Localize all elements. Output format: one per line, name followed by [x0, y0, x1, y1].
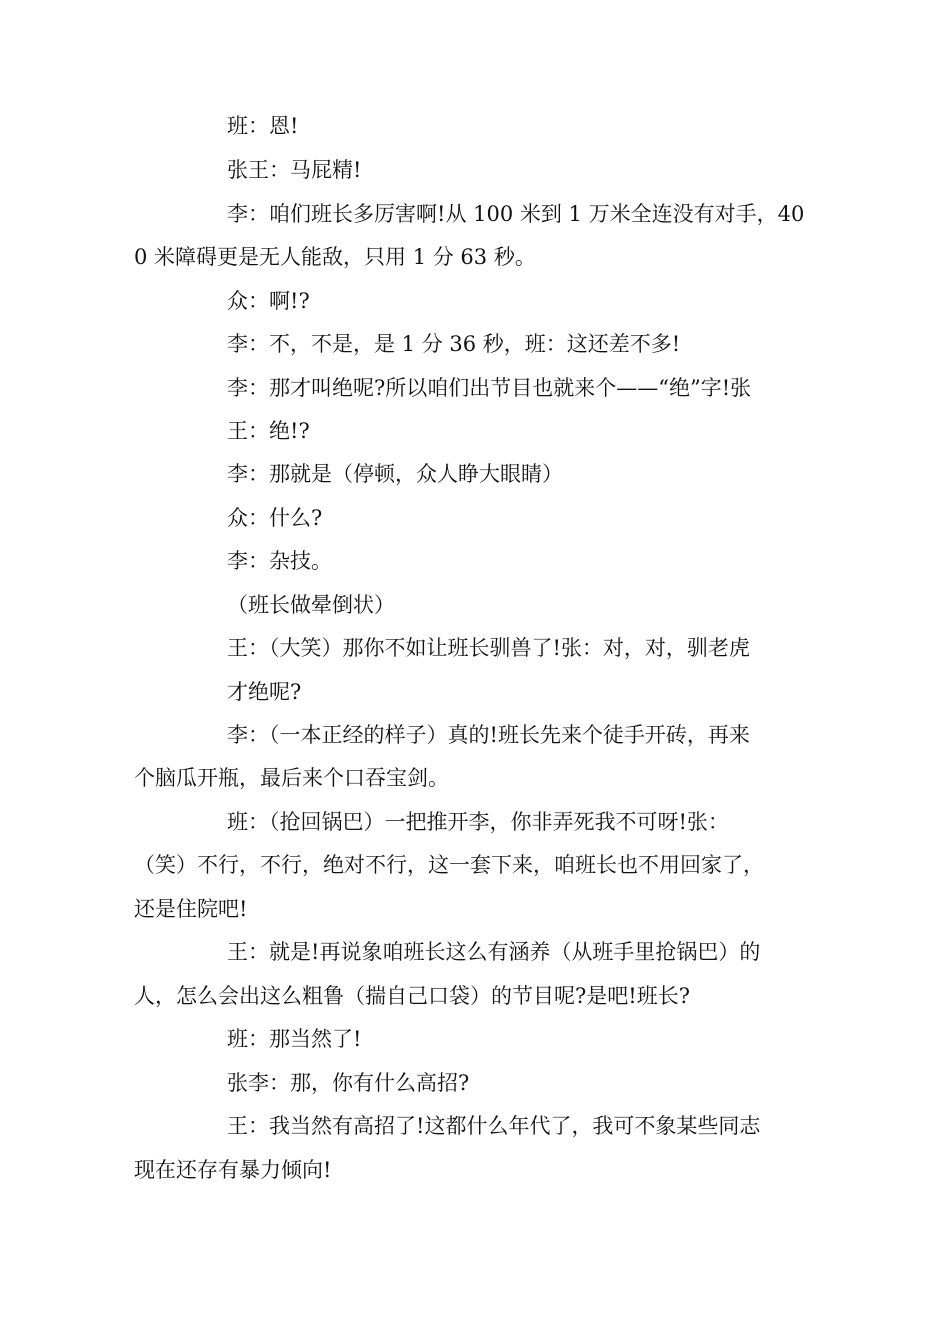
- script-line: 人，怎么会出这么粗鲁（揣自己口袋）的节目呢?是吧!班长?: [134, 984, 690, 1008]
- script-line: 0 米障碍更是无人能敌，只用 1 分 63 秒。: [134, 245, 536, 269]
- script-line: 张王：马屁精!: [227, 158, 362, 182]
- script-line: 个脑瓜开瓶，最后来个口吞宝剑。: [134, 766, 449, 790]
- script-line: 李：咱们班长多厉害啊!从 100 米到 1 万米全连没有对手，40: [227, 202, 805, 226]
- stage-direction: （班长做晕倒状）: [227, 593, 395, 617]
- script-line: 李：不，不是，是 1 分 36 秒，班：这还差不多!: [227, 332, 681, 356]
- script-line: 众：啊!?: [227, 289, 310, 313]
- script-line: 王：就是!再说象咱班长这么有涵养（从班手里抢锅巴）的: [227, 940, 761, 964]
- script-line: 才绝呢?: [227, 680, 302, 704]
- script-line: 班：恩!: [227, 114, 299, 138]
- script-line: 张李：那，你有什么高招?: [227, 1071, 470, 1095]
- script-line: 班：（抢回锅巴）一把推开李，你非弄死我不可呀!张：: [227, 810, 729, 834]
- script-line: 王：我当然有高招了!这都什么年代了，我可不象某些同志: [227, 1114, 761, 1138]
- script-line: 李：（一本正经的样子）真的!班长先来个徒手开砖，再来: [227, 723, 750, 747]
- script-line: 王：（大笑）那你不如让班长驯兽了!张：对，对，驯老虎: [227, 636, 750, 660]
- script-line: 李：那就是（停顿，众人睁大眼睛）: [227, 462, 563, 486]
- script-line: 李：那才叫绝呢?所以咱们出节目也就来个——“绝”字!张: [227, 376, 752, 400]
- script-line: 李：杂技。: [227, 549, 332, 573]
- script-line: 现在还存有暴力倾向!: [134, 1158, 332, 1182]
- script-line: 班：那当然了!: [227, 1027, 362, 1051]
- script-line: （笑）不行，不行，绝对不行，这一套下来，咱班长也不用回家了，: [134, 853, 764, 877]
- script-line: 众：什么?: [227, 506, 323, 530]
- script-line: 王：绝!?: [227, 419, 310, 443]
- script-line: 还是住院吧!: [134, 897, 248, 921]
